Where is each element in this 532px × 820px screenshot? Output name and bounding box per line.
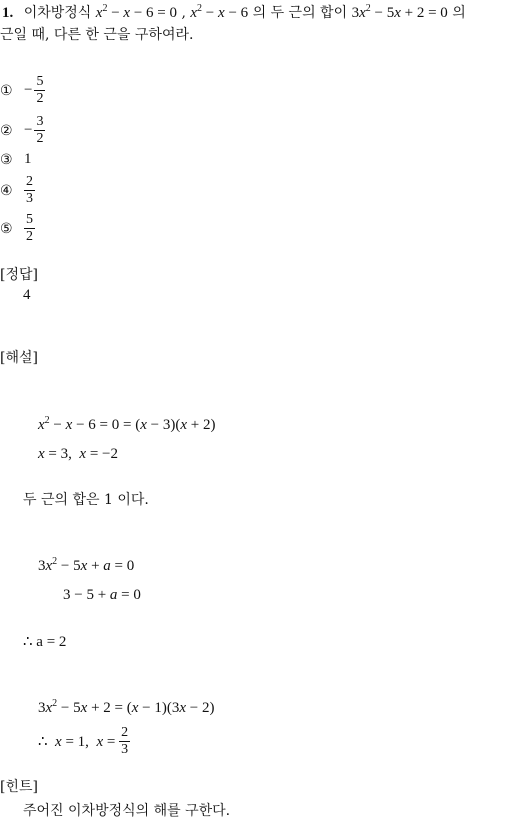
option-4[interactable]: [0, 174, 35, 207]
option-mark: ③: [0, 151, 13, 168]
option-fraction: [34, 114, 45, 147]
option-mark: ⑤: [0, 220, 13, 237]
denominator: 2: [36, 131, 44, 146]
option-sign: −: [24, 82, 33, 98]
question-text-1: 이차방정식: [23, 5, 92, 21]
option-fraction: [24, 174, 35, 207]
denominator: 2: [36, 91, 44, 106]
question-line-1: 1. 이차방정식 $x^2 - x - 6 = 0$ , $x^2 - x - 6$ 의 두 근의 합이 $3x^2 - 5x + 2 = 0$ 의: [2, 3, 466, 21]
question-text-3: 의: [452, 5, 466, 21]
option-1[interactable]: [0, 74, 45, 107]
numerator: 5: [26, 212, 33, 227]
denominator: 3: [26, 191, 33, 206]
solution-sentence: 두 근의 합은 1 이다.: [23, 492, 149, 508]
numerator: 5: [36, 74, 44, 89]
numerator: 3: [36, 114, 44, 129]
solution-step-4: 3 − 5 + a = 0: [63, 587, 141, 603]
hint-label: [힌트]: [0, 779, 38, 795]
answer-value: 4: [23, 287, 31, 303]
numerator: 2: [26, 174, 33, 189]
option-fraction: [34, 74, 45, 107]
solution-step-5: $3x^2 - 5x + 2 = (x - 1)(3x - 2)$: [38, 698, 215, 716]
solution-step-6: ∴ x = 1, x = $\frac{2}{3}$: [38, 725, 129, 757]
option-fraction: [24, 212, 35, 245]
solution-therefore: ∴ a = 2: [23, 634, 67, 650]
equation-1: $x^2 - x - 6 = 0$: [95, 3, 178, 21]
solution-step-1: $x^2 - x - 6 = 0 = (x - 3)(x + 2)$: [38, 415, 216, 433]
equation-3: $3x^2 - 5x + 2 = 0$: [351, 3, 448, 21]
answer-label: [정답]: [0, 267, 38, 283]
option-value: 1: [24, 151, 32, 167]
question-number: 1.: [2, 5, 14, 21]
solution-step-3: $3x^2 - 5x + a = 0$: [38, 556, 135, 574]
solution-label: [해설]: [0, 350, 38, 366]
option-sign: −: [24, 122, 33, 138]
option-mark: ①: [0, 82, 13, 99]
solution-step-2: x = 3, x = −2: [38, 446, 118, 462]
option-3[interactable]: [0, 151, 32, 168]
equation-2: $x^2 - x - 6$: [190, 3, 249, 21]
result-fraction: $\frac{2}{3}$: [121, 725, 129, 757]
option-mark: ④: [0, 182, 13, 199]
option-2[interactable]: [0, 114, 45, 147]
question-line-2: 근일 때, 다른 한 근을 구하여라.: [0, 27, 194, 43]
hint-text: 주어진 이차방정식의 해를 구한다.: [23, 803, 231, 819]
option-5[interactable]: [0, 212, 35, 245]
question-text-2: 의 두 근의 합이: [252, 5, 348, 21]
option-mark: ②: [0, 122, 13, 139]
denominator: 2: [26, 229, 33, 244]
